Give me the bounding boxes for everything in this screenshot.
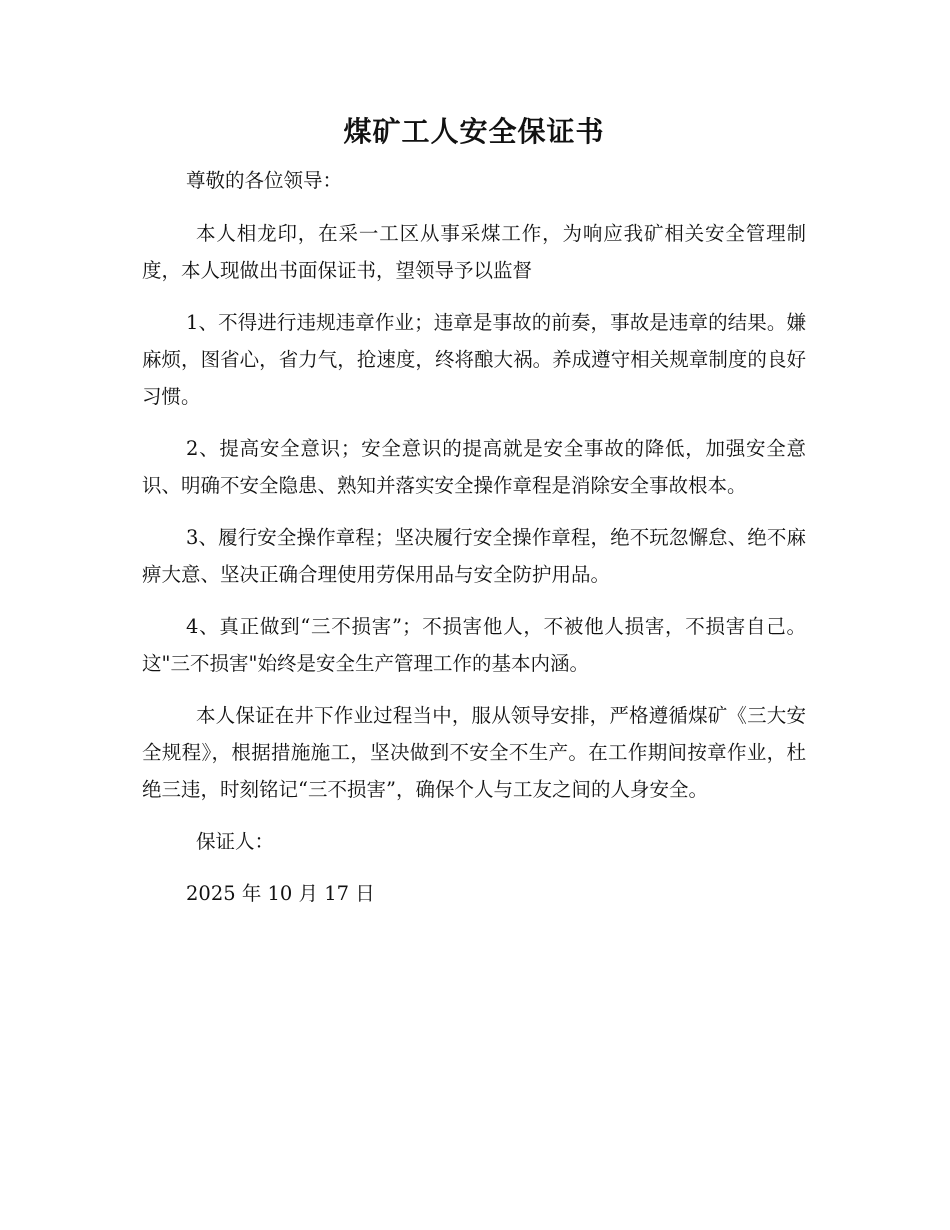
salutation: 尊敬的各位领导： xyxy=(186,169,343,192)
item-paragraph-4: 4、真正做到“三不损害”；不损害他人，不被他人损害，不损害自己。这"三不损害"始终是安全生产管理工作的基本内涵。 xyxy=(142,615,806,675)
date: 2025 年 10 月 17 日 xyxy=(186,882,375,905)
pledge-paragraph: 本人保证在井下作业过程当中，服从领导安排，严格遵循煤矿《三大安全规程》，根据措施施工，坚决做到不安全不生产。在工作期间按章作业，杜绝三违，时刻铭记“三不损害”，确保个人与工友之间的人身安全。 xyxy=(142,704,806,801)
signature-label: 保证人： xyxy=(196,830,275,853)
intro-paragraph: 本人相龙印，在采一工区从事采煤工作，为响应我矿相关安全管理制度，本人现做出书面保证书，望领导予以监督 xyxy=(142,222,806,282)
item-paragraph-2: 2、提高安全意识；安全意识的提高就是安全事故的降低，加强安全意识、明确不安全隐患、熟知并落实安全操作章程是消除安全事故根本。 xyxy=(142,437,806,497)
document-page xyxy=(142,110,806,927)
item-paragraph-1: 1、不得进行违规违章作业；违章是事故的前奏，事故是违章的结果。嫌麻烦，图省心，省力气，抢速度，终将酿大祸。养成遵守相关规章制度的良好习惯。 xyxy=(142,311,806,408)
document-title: 煤矿工人安全保证书 xyxy=(343,115,605,148)
item-paragraph-3: 3、履行安全操作章程；坚决履行安全操作章程，绝不玩忽懈怠、绝不麻痹大意、坚决正确合理使用劳保用品与安全防护用品。 xyxy=(142,526,806,586)
